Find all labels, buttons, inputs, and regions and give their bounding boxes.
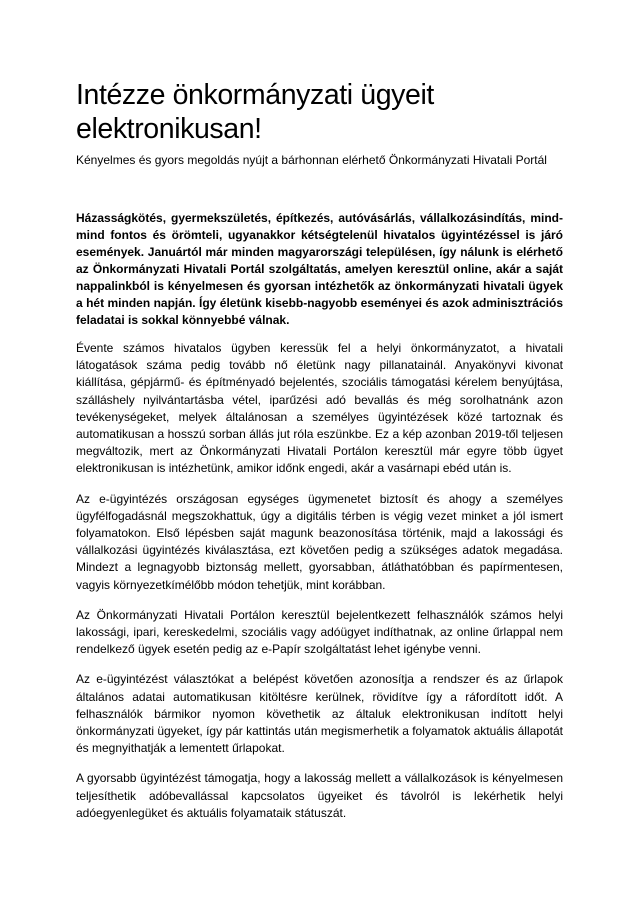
body-paragraph-3: Az Önkormányzati Hivatali Portálon keresztül bejelentkezett felhasználók számos helyi lakossági, ipari, kereskedelmi, szociális vagy adóügyet indíthatnak, az online űrlappal nem rendelkező ügyek esetén pedig az e-Papír szolgáltatást lehet igénybe venni. — [76, 607, 563, 657]
article-subtitle: Kényelmes és gyors megoldás nyújt a bárhonnan elérhető Önkormányzati Hivatali Portál — [76, 153, 547, 167]
body-paragraph-1: Évente számos hivatalos ügyben keressük fel a helyi önkormányzatot, a hivatali látogatások száma pedig tovább nő életünk nagy pillanatainál. Anyakönyvi kivonat kiállítása, gépjármű- és építményadó bejelentés, szociális támogatási kérelem benyújtása, szálláshely nyilvántartásba vétel, iparűzési adó bevallás és még sorolhatnánk azon tevékenységeket, melyek általánosan a személyes ügyintézések közé tartoznak és automatikusan a hosszú sorban állás jut róla eszünkbe. Ez a kép azonban 2019-től teljesen megváltozik, mert az Önkormányzati Hivatali Portálon keresztül már egyre több ügyet elektronikusan is intézhetünk, amikor időnk engedi, akár a vasárnapi ebéd után is. — [76, 341, 563, 476]
body-paragraph-5: A gyorsabb ügyintézést támogatja, hogy a lakosság mellett a vállalkozások is kényelmesen teljesíthetik adóbevallással kapcsolatos ügyeiket és távolról is lekérhetik helyi adóegyenlegüket és aktuális folyamataik státuszát. — [76, 771, 563, 820]
body-paragraph-2: Az e-ügyintézés országosan egységes ügymenetet biztosít és ahogy a személyes ügyfélfogadásnál megszokhattuk, úgy a digitális térben is végig vezet minket a jól ismert folyamatokon. Első lépésben saját magunk beazonosítása történik, majd a lakossági és vállalkozási ügyintézés kiválasztása, ezt követően pedig a szükséges adatok megadása. Mindezt a legnagyobb biztonság mellett, gyorsabban, átláthatóbban és papírmentesen, vagyis környezetkímélőbb módon tehetjük, mint korábban. — [76, 491, 563, 592]
body-paragraph-4: Az e-ügyintézést választókat a belépést követően azonosítja a rendszer és az űrlapok általános adatai automatikusan kitöltésre kerülnek, rövidítve így a ráfordított időt. A felhasználók bármikor nyomon követhetik az általuk elektronikusan indított helyi önkormányzati ügyeket, így pár kattintás után megismerhetik a folyamatok aktuális állapotát és megnyithatják a lementett űrlapokat. — [76, 672, 563, 756]
article — [76, 78, 563, 822]
lead-paragraph: Házasságkötés, gyermekszületés, építkezés, autóvásárlás, vállalkozásindítás, mind-mind fontos és örömteli, ugyanakkor kétségtelenül hivatalos ügyintézéssel is járó események. Januártól már minden magyarországi településen, így nálunk is elérhető az Önkormányzati Hivatali Portál szolgáltatás, amelyen keresztül online, akár a saját nappalinkból is kényelmesen és gyorsan intézhetők az önkormányzati hivatali ügyek a hét minden napján. Így életünk kisebb-nagyobb eseményei és azok adminisztrációs feladatai is sokkal könnyebbé válnak. — [76, 211, 563, 327]
article-title: Intézze önkormányzati ügyeit elektronikusan! — [76, 79, 434, 145]
